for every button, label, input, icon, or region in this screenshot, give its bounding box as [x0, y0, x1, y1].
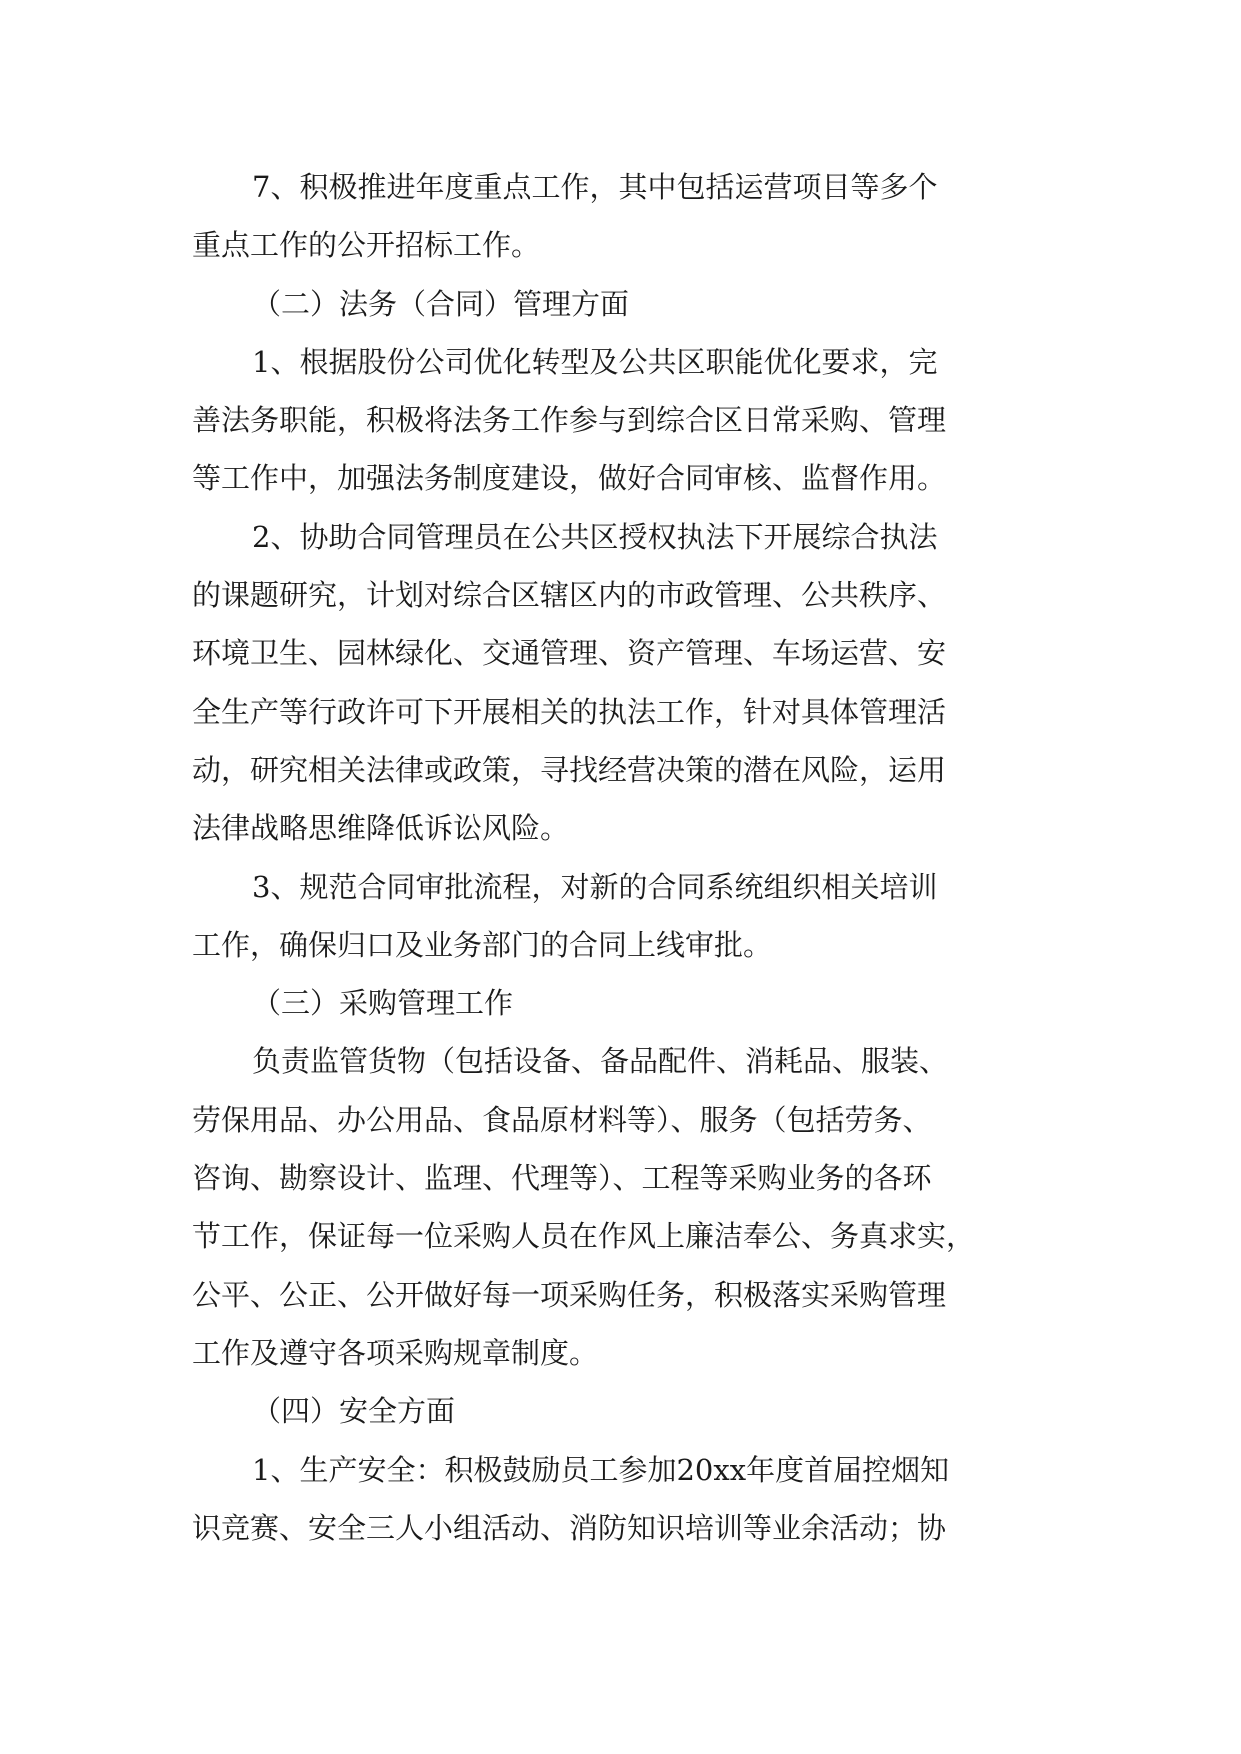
text-line: 工作，确保归口及业务部门的合同上线审批。	[192, 927, 773, 962]
text-line: 工作及遵守各项采购规章制度。	[192, 1335, 599, 1370]
text-line: 1、根据股份公司优化转型及公共区职能优化要求，完	[252, 344, 938, 379]
paragraph	[192, 1382, 1054, 1440]
text-line: 法律战略思维降低诉讼风险。	[192, 811, 570, 846]
text-line: 2、协助合同管理员在公共区授权执法下开展综合执法	[252, 519, 938, 554]
text-line: 劳保用品、办公用品、食品原材料等）、服务（包括劳务、	[192, 1102, 932, 1137]
text-line: 咨询、勘察设计、监理、代理等）、工程等采购业务的各环	[192, 1161, 932, 1196]
paragraph	[192, 333, 1054, 508]
text-line: 等工作中，加强法务制度建设，做好合同审核、监督作用。	[192, 461, 947, 496]
paragraph	[192, 275, 1054, 333]
text-line: 1、生产安全：积极鼓励员工参加20xx年度首届控烟知	[252, 1452, 950, 1487]
text-line: 全生产等行政许可下开展相关的执法工作，针对具体管理活	[192, 694, 947, 729]
text-line: 负责监管货物（包括设备、备品配件、消耗品、服装、	[252, 1044, 949, 1079]
text-line: 7、积极推进年度重点工作，其中包括运营项目等多个	[252, 170, 938, 204]
document-body	[192, 158, 1054, 1557]
paragraph	[192, 974, 1054, 1032]
text-line: 公平、公正、公开做好每一项采购任务，积极落实采购管理	[192, 1277, 947, 1312]
text-line: 动，研究相关法律或政策，寻找经营决策的潜在风险，运用	[192, 752, 947, 787]
text-line: 环境卫生、园林绿化、交通管理、资产管理、车场运营、安	[192, 636, 947, 671]
text-line: 识竞赛、安全三人小组活动、消防知识培训等业余活动；协	[192, 1510, 947, 1545]
text-line: （三）采购管理工作	[252, 986, 514, 1021]
paragraph	[192, 1441, 1054, 1558]
paragraph	[192, 1032, 1054, 1382]
text-line: （二）法务（合同）管理方面	[252, 286, 630, 321]
paragraph	[192, 508, 1054, 858]
text-line: 3、规范合同审批流程，对新的合同系统组织相关培训	[252, 869, 938, 904]
text-line: 的课题研究，计划对综合区辖区内的市政管理、公共秩序、	[192, 578, 947, 613]
paragraph	[192, 158, 1054, 275]
text-line: 重点工作的公开招标工作。	[192, 228, 541, 263]
paragraph	[192, 858, 1054, 975]
text-line: 节工作，保证每一位采购人员在作风上廉洁奉公、务真求实，	[192, 1219, 976, 1254]
text-line: （四）安全方面	[252, 1394, 456, 1429]
text-line: 善法务职能，积极将法务工作参与到综合区日常采购、管理	[192, 403, 947, 438]
